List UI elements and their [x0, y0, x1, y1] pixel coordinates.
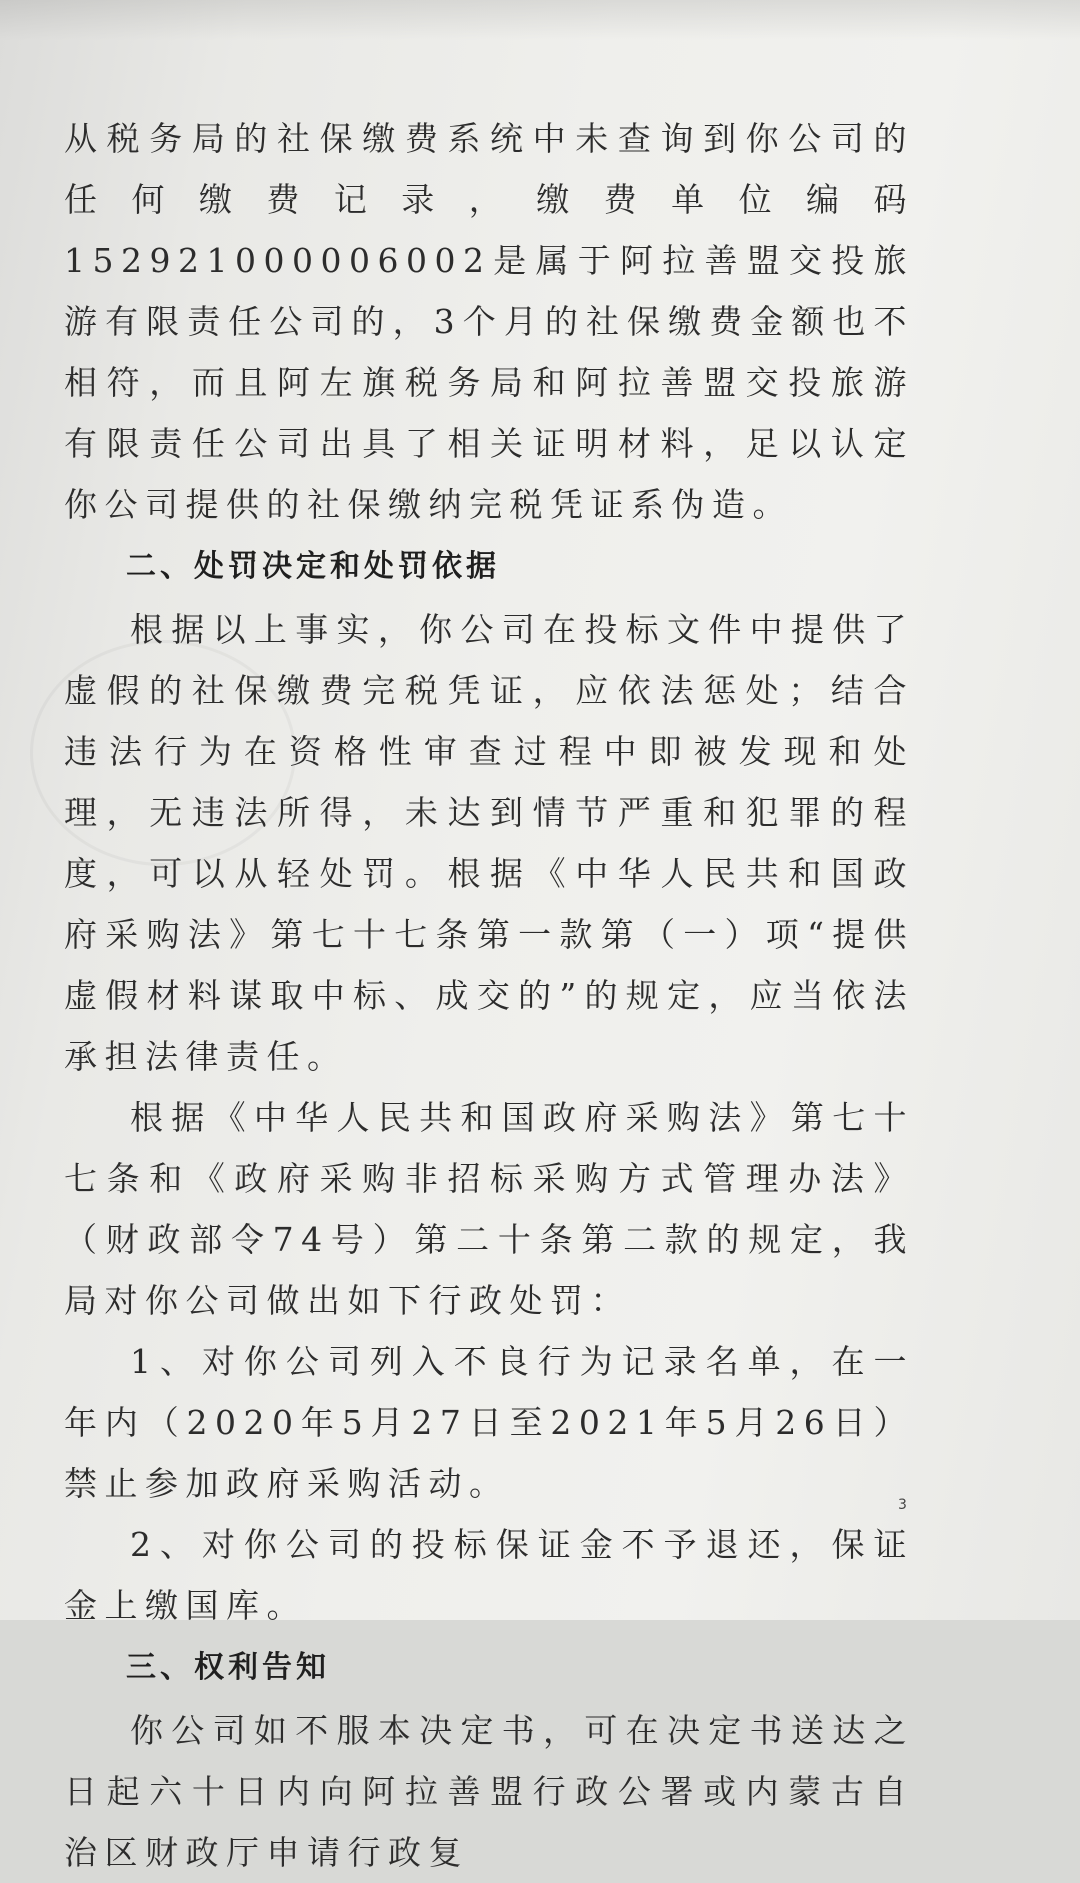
paragraph-penalty-basis: 根据以上事实，你公司在投标文件中提供了虚假的社保缴费完税凭证，应依法惩处；结合违法行为在资格性审查过程中即被发现和处理，无违法所得，未达到情节严重和犯罪的程度，可以从轻处罚。根据《中华人民共和国政府采购法》第七十七条第一款第（一）项“提供虚假材料谋取中标、成交的”的规定，应当依法承担法律责任。: [64, 610, 914, 1076]
page-shadow: [0, 0, 1080, 40]
penalty-item-2: 2、对你公司的投标保证金不予退还，保证金上缴国库。: [64, 1525, 914, 1625]
heading-penalty-decision: 二、处罚决定和处罚依据: [126, 549, 500, 584]
paragraph-legal-provision: 根据《中华人民共和国政府采购法》第七十七条和《政府采购非招标采购方式管理办法》（财政部令74号）第二十条第二款的规定，我局对你公司做出如下行政处罚：: [64, 1098, 914, 1320]
paragraph-rights-notice: 你公司如不服本决定书，可在决定书送达之日起六十日内向阿拉善盟行政公署或内蒙古自治区财政厅申请行政复: [64, 1711, 914, 1872]
document-body: [64, 108, 914, 1883]
page-number: 3: [898, 1497, 907, 1513]
heading-rights-notice: 三、权利告知: [126, 1650, 330, 1685]
penalty-item-1: 1、对你公司列入不良行为记录名单，在一年内（2020年5月27日至2021年5月26日）禁止参加政府采购活动。: [64, 1342, 914, 1503]
paragraph-facts: 从税务局的社保缴费系统中未查询到你公司的任何缴费记录，缴费单位编码152921000006002是属于阿拉善盟交投旅游有限责任公司的，3个月的社保缴费金额也不相符，而且阿左旗税务局和阿拉善盟交投旅游有限责任公司出具了相关证明材料，足以认定你公司提供的社保缴纳完税凭证系伪造。: [64, 119, 914, 524]
